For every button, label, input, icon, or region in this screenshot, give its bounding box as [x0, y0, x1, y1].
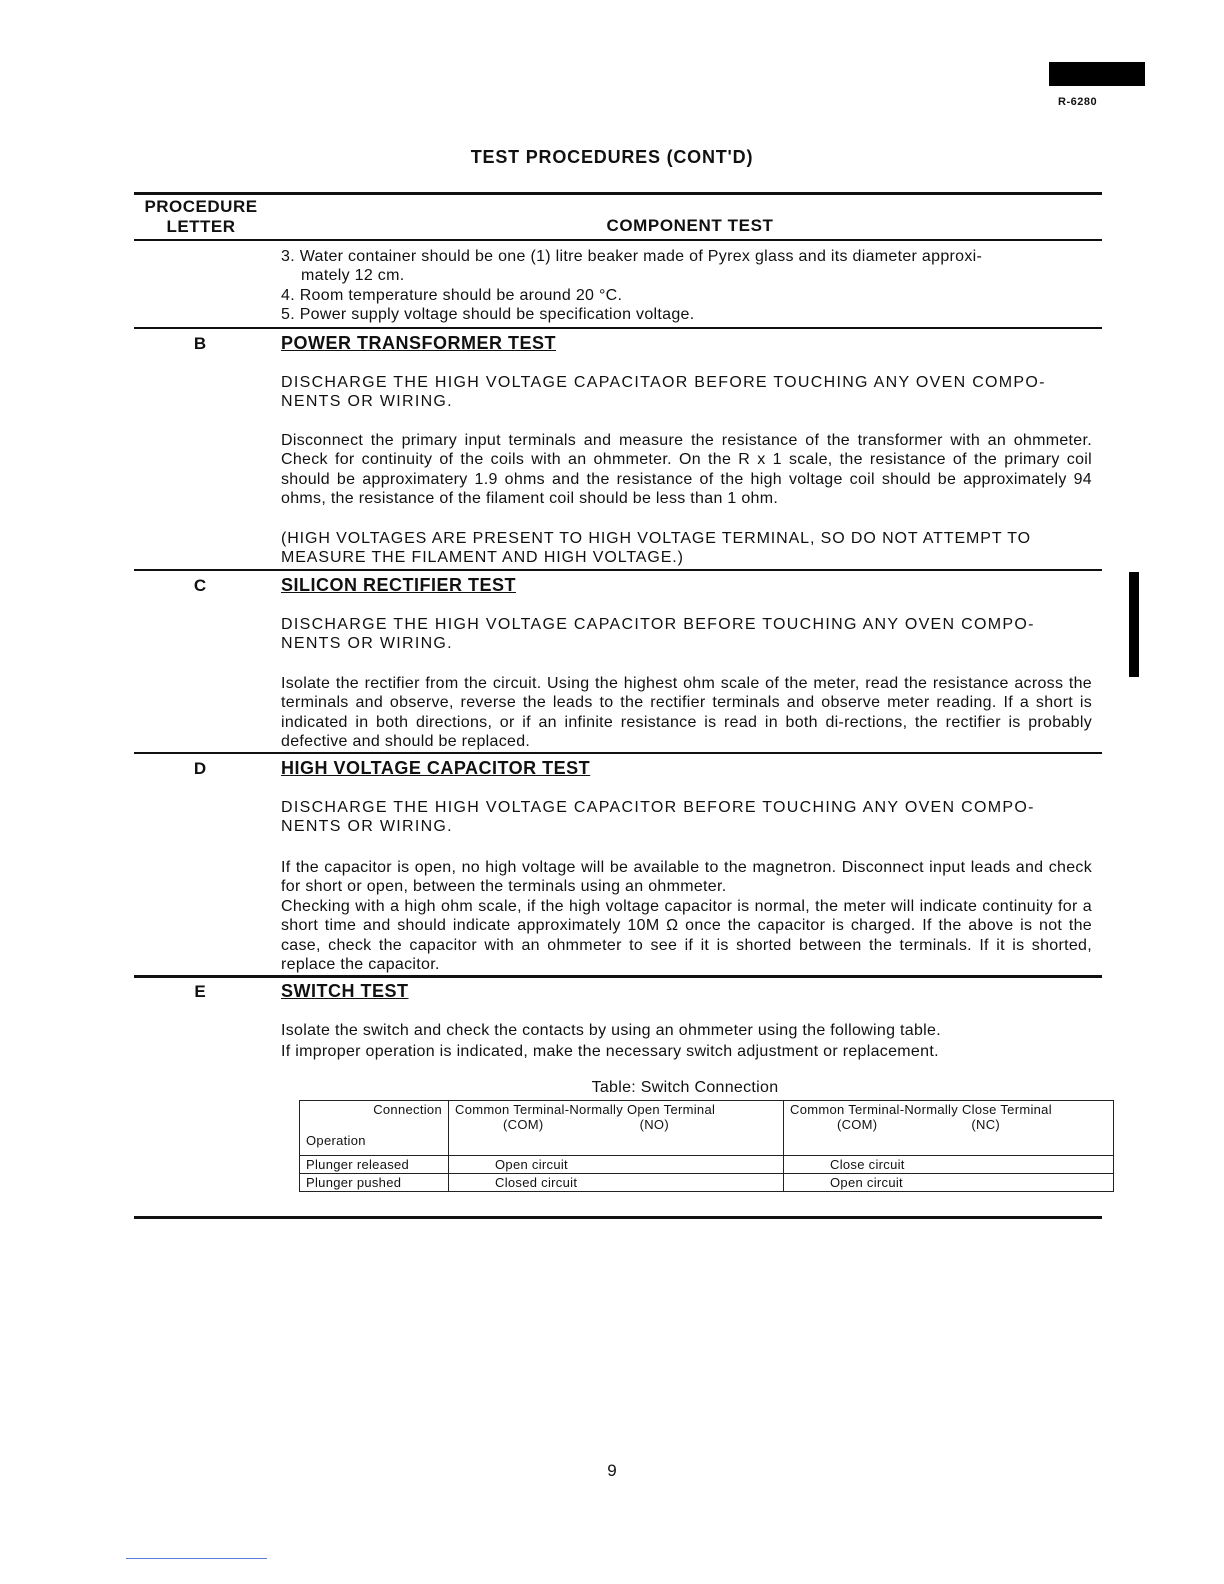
no-header-subrow: [455, 1117, 777, 1132]
section-d-body-1: If the capacitor is open, no high voltage will be available to the magnetron. Disconnect input leads and check for short or open, between the terminals using an ohmmeter.: [281, 859, 1092, 896]
intro-list: [281, 247, 1092, 325]
nc-header-subrow: [790, 1117, 1107, 1132]
table-bottom-rule: [134, 1216, 1102, 1219]
section-e-line-1: Isolate the switch and check the contacts by using an ohmmeter using the following table.: [281, 1022, 941, 1039]
section-b-note: (HIGH VOLTAGES ARE PRESENT TO HIGH VOLTAGE TERMINAL, SO DO NOT ATTEMPT TO MEASURE THE FILAMENT AND HIGH VOLTAGE.): [281, 530, 1031, 567]
connection-label: Connection: [373, 1102, 442, 1117]
section-b-warning: DISCHARGE THE HIGH VOLTAGE CAPACITAOR BEFORE TOUCHING ANY OVEN COMPO-NENTS OR WIRING.: [281, 374, 1046, 411]
operation-cell: Plunger pushed: [300, 1174, 449, 1192]
page-number: 9: [607, 1461, 617, 1480]
no-header-title: Common Terminal-Normally Open Terminal: [455, 1102, 716, 1117]
table-row: [300, 1174, 1114, 1192]
procedure-letter-header: [134, 197, 268, 237]
section-b-letter: B: [193, 334, 207, 353]
no-cell: Open circuit: [449, 1156, 784, 1174]
page-title: TEST PROCEDURES (CONT'D): [470, 147, 754, 167]
operation-label: Operation: [306, 1133, 366, 1148]
corner-registration-mark: [1049, 62, 1145, 86]
component-test-header: COMPONENT TEST: [606, 216, 774, 235]
section-e-letter: E: [194, 982, 206, 1001]
section-e-rule: [134, 975, 1102, 978]
section-e-line-2: If improper operation is indicated, make the necessary switch adjustment or replacement.: [281, 1043, 939, 1060]
nc-header-title: Common Terminal-Normally Close Terminal: [790, 1102, 1052, 1117]
section-d-warning: DISCHARGE THE HIGH VOLTAGE CAPACITOR BEFORE TOUCHING ANY OVEN COMPO-NENTS OR WIRING.: [281, 799, 1035, 836]
nc-terminal-header: [784, 1101, 1114, 1156]
no-header-com: (COM): [503, 1117, 544, 1132]
nc-cell: Open circuit: [784, 1174, 1114, 1192]
procedure-header-line1: PROCEDURE: [144, 197, 258, 216]
intro-item-4: 4. Room temperature should be around 20 °C.: [281, 286, 623, 304]
section-c-letter: C: [193, 576, 207, 595]
procedure-header-line2: LETTER: [166, 217, 236, 236]
section-b-rule: [134, 327, 1102, 329]
table-row: [300, 1156, 1114, 1174]
section-d-title: HIGH VOLTAGE CAPACITOR TEST: [281, 758, 591, 778]
section-c-body: Isolate the rectifier from the circuit. Using the highest ohm scale of the meter, read the resistance across the terminals and observe, reverse the leads to the rectifier terminals and observe meter reading. If a short is indicated in both directions, or if an infinite resistance is read in both di-rections, the rectifier is probably defective and should be replaced.: [281, 675, 1092, 751]
footer-line: [126, 1558, 267, 1559]
header-bottom-rule: [134, 239, 1102, 241]
side-index-tab: [1129, 572, 1139, 677]
nc-cell: Close circuit: [784, 1156, 1114, 1174]
model-number: R-6280: [1058, 96, 1098, 108]
nc-header-com: (COM): [836, 1117, 878, 1132]
section-b-body: Disconnect the primary input terminals and measure the resistance of the transformer with an ohmmeter. Check for continuity of the coils with an ohmmeter. On the R x 1 scale, the resistance of the primary coil should be approximatery 1.9 ohms and the resistance of the high voltage coil should be approximately 94 ohms, the resistance of the filament coil should be less than 1 ohm.: [281, 432, 1092, 508]
operation-cell: Plunger released: [300, 1156, 449, 1174]
section-c-rule: [134, 569, 1102, 571]
intro-item-3-cont: mately 12 cm.: [301, 267, 405, 285]
table-header-row: [300, 1101, 1114, 1156]
section-d-letter: D: [193, 759, 207, 778]
section-d-rule: [134, 752, 1102, 754]
table-caption: Table: Switch Connection: [591, 1079, 779, 1096]
no-cell: Closed circuit: [449, 1174, 784, 1192]
section-b-title: POWER TRANSFORMER TEST: [281, 333, 556, 353]
section-e-title: SWITCH TEST: [281, 981, 409, 1001]
section-c-warning: DISCHARGE THE HIGH VOLTAGE CAPACITOR BEFORE TOUCHING ANY OVEN COMPO-NENTS OR WIRING.: [281, 616, 1035, 653]
table-top-rule: [134, 192, 1102, 195]
switch-connection-table: [299, 1100, 1114, 1192]
section-c-title: SILICON RECTIFIER TEST: [281, 575, 517, 595]
table-corner-cell: [300, 1101, 449, 1156]
nc-header-nc: (NC): [971, 1117, 1001, 1132]
no-header-no: (NO): [639, 1117, 669, 1132]
intro-item-5: 5. Power supply voltage should be specification voltage.: [281, 306, 695, 324]
no-terminal-header: [449, 1101, 784, 1156]
intro-item-3: 3. Water container should be one (1) litre beaker made of Pyrex glass and its diameter approxi-: [281, 248, 983, 265]
section-d-body-2: Checking with a high ohm scale, if the high voltage capacitor is normal, the meter will indicate continuity for a short time and should indicate approximately 10M Ω once the capacitor is charged. If the above is not the case, check the capacitor with an ohmmeter to see if it is shorted between the terminals. If it is shorted, replace the capacitor.: [281, 898, 1092, 974]
